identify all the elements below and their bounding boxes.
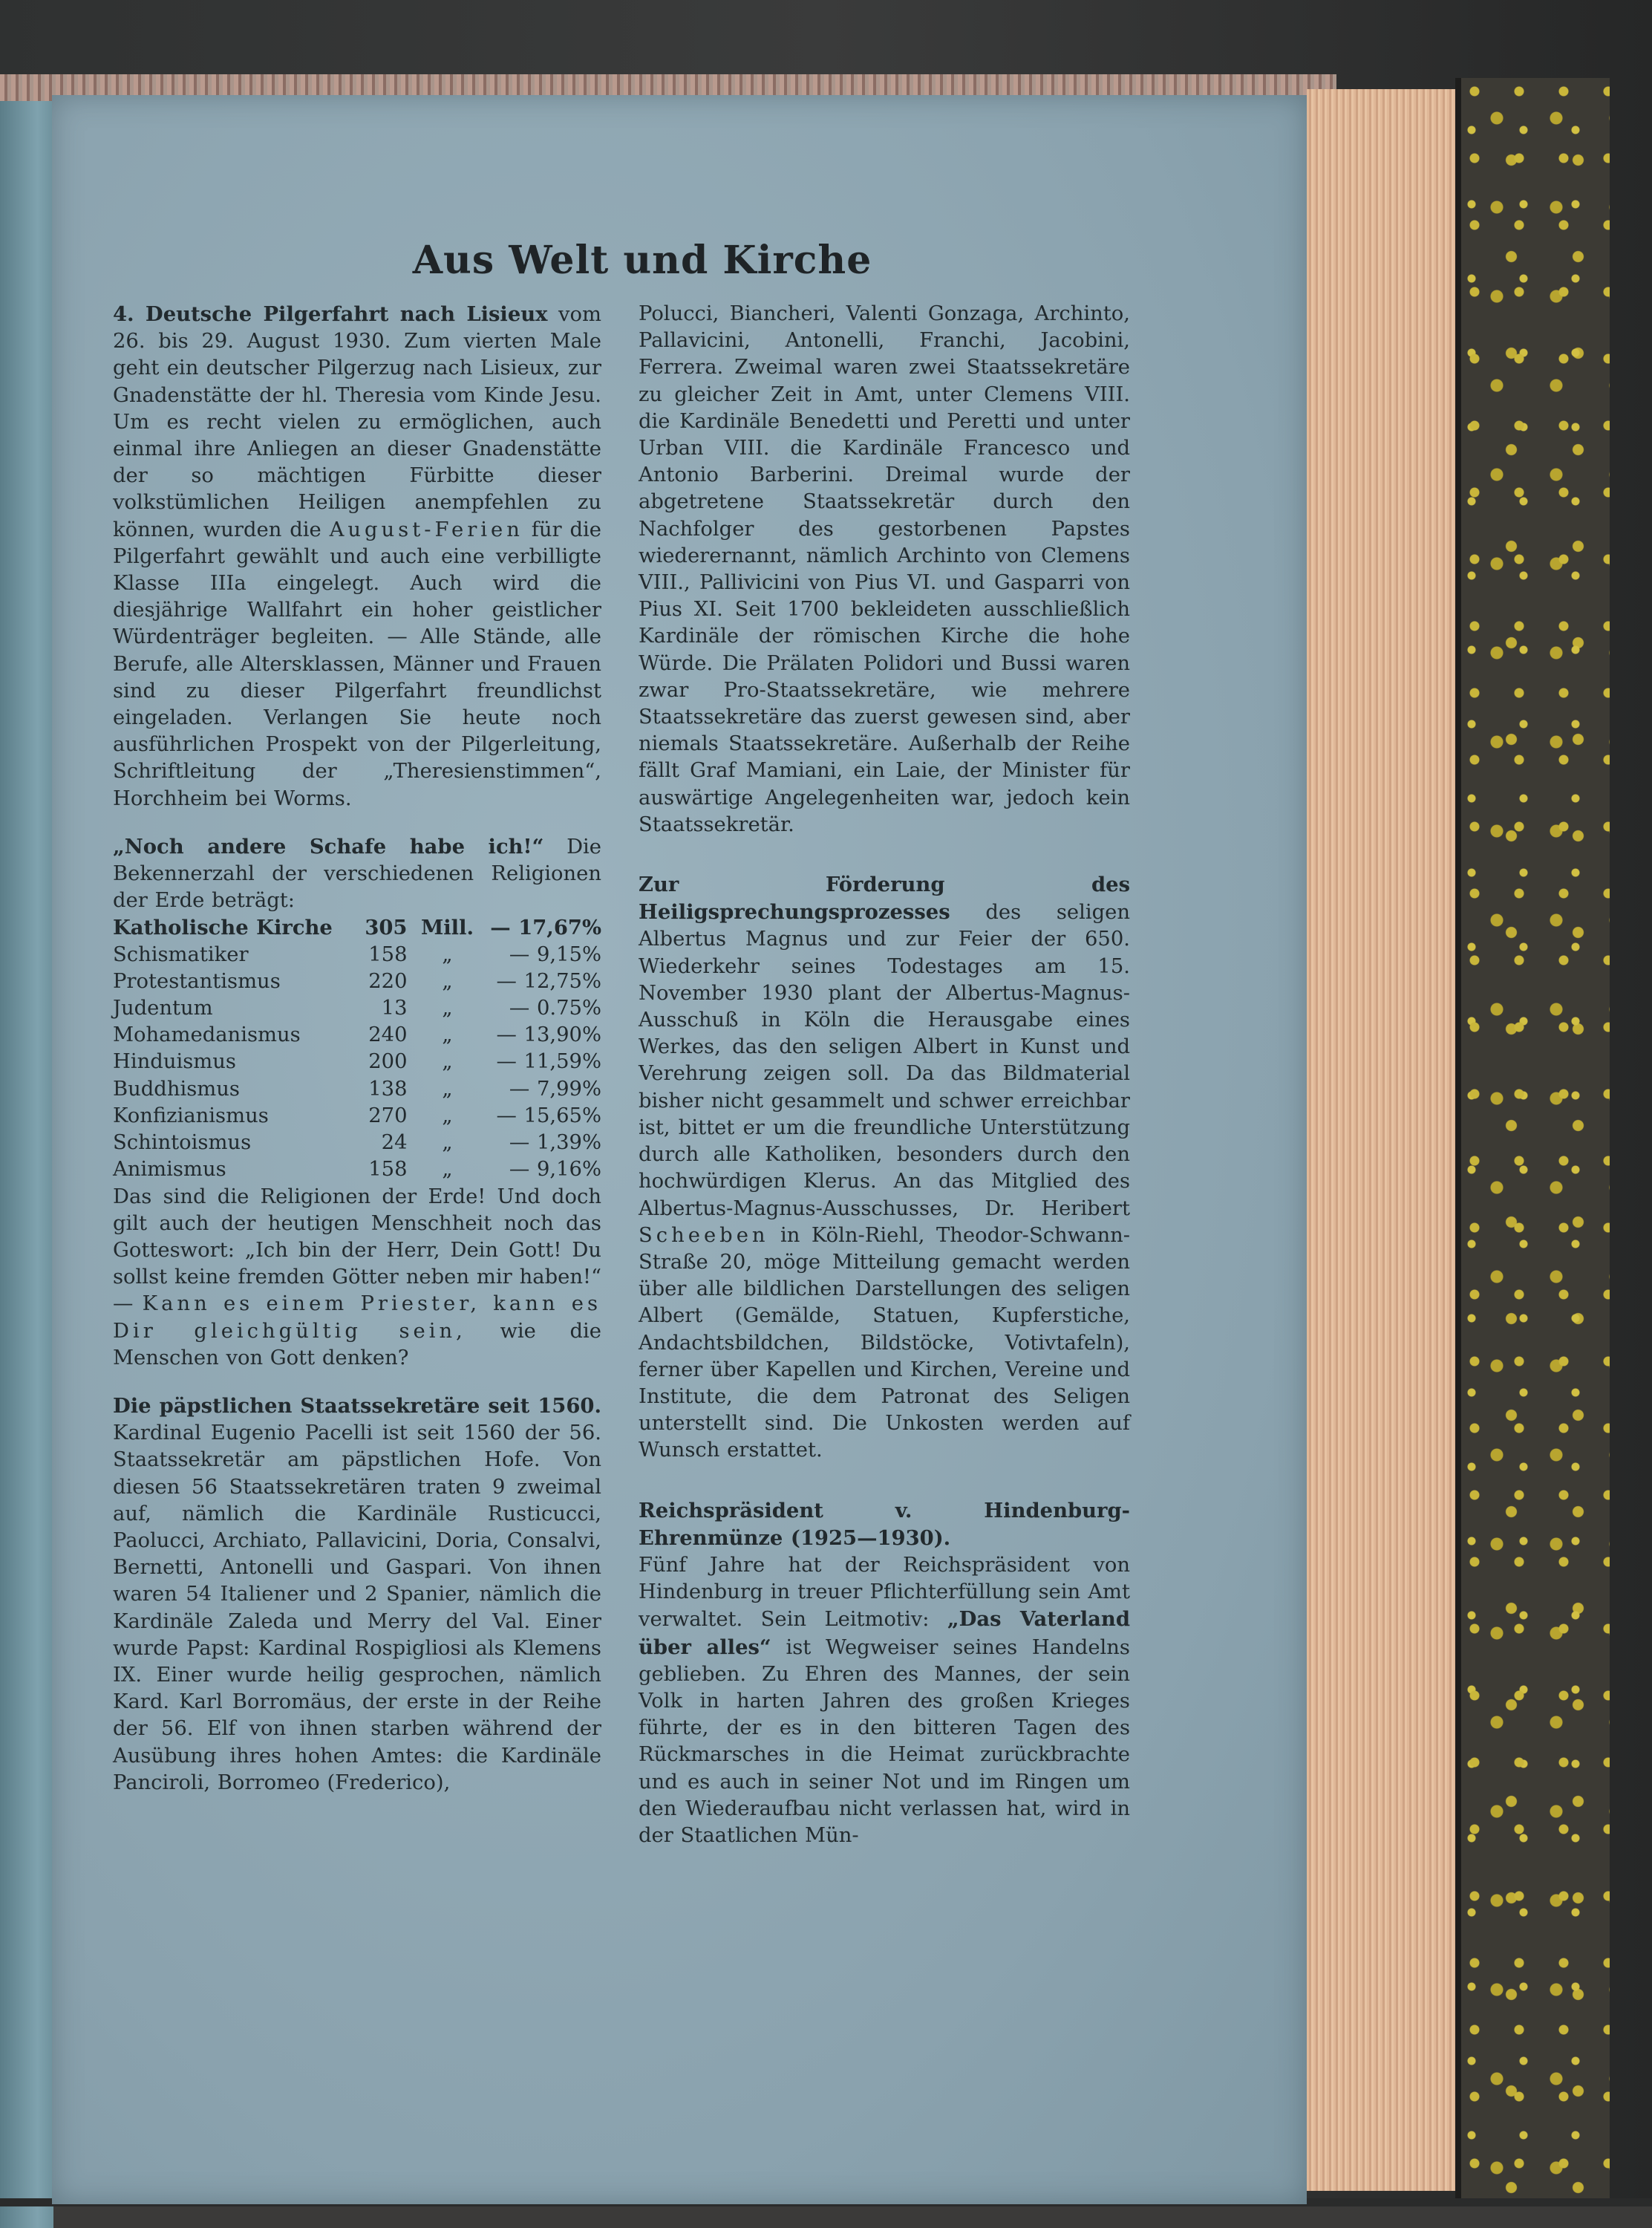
page-block-fore-edge xyxy=(1307,89,1461,2191)
previous-page-edge xyxy=(0,89,53,2228)
marbled-cover xyxy=(1461,78,1610,2202)
religion-percent: — 9,15% xyxy=(509,942,601,966)
religion-name: Animismus xyxy=(113,1158,226,1182)
spaced-text: Scheeben xyxy=(639,1223,769,1247)
table-row xyxy=(113,995,601,1022)
religion-name: Judentum xyxy=(113,997,213,1020)
religion-count: 305 xyxy=(365,916,408,940)
article-hindenburg-heading xyxy=(639,1497,1130,1552)
religion-unit: „ xyxy=(442,1050,453,1074)
table-row xyxy=(113,1130,601,1156)
article-text: in Köln-Riehl, Theodor-Schwann-Straße 20, möge Mitteilung gemacht werden über alle bildlichen Darstellungen des seligen Albert (Gemälde, Statuen, Kupferstiche, Andachtsbildchen, Bildstöcke, Votivtafeln), ferner über Kapellen und Kirchen, Vereine und Institute, die dem Patronat des Seligen unterstellt sind. Die Unkosten werden auf Wunsch erstattet. xyxy=(639,1223,1130,1462)
religion-count: 24 xyxy=(381,1131,408,1155)
left-column xyxy=(113,301,601,1797)
religion-percent: — 12,75% xyxy=(496,969,601,993)
table-row xyxy=(113,1103,601,1130)
article-religions-outro xyxy=(113,1184,601,1372)
religion-unit: „ xyxy=(442,1077,453,1101)
article-heading: Die päpstlichen Staatssekretäre seit 1560. xyxy=(113,1393,601,1418)
religion-name: Konfizianismus xyxy=(113,1104,269,1127)
religion-count: 158 xyxy=(368,942,408,966)
religion-count: 270 xyxy=(368,1104,408,1127)
religion-count: 240 xyxy=(368,1023,408,1047)
religion-unit: „ xyxy=(442,1104,453,1127)
article-text: Die Bekennerzahl der verschiedenen Religionen der Erde beträgt: xyxy=(113,835,602,913)
religion-count: 220 xyxy=(368,969,408,993)
religion-count: 13 xyxy=(381,997,408,1020)
article-heading: „Noch andere Schafe habe ich!“ xyxy=(113,834,544,859)
religion-percent: — 15,65% xyxy=(496,1104,601,1127)
article-heading: Zur Förderung des Heiligsprechungsprozesses xyxy=(639,873,1130,925)
religion-count: 158 xyxy=(368,1158,408,1182)
spaced-text: August-Ferien xyxy=(329,518,523,541)
religion-unit: „ xyxy=(442,1158,453,1182)
article-text: vom 26. bis 29. August 1930. Zum vierten Male geht ein deutscher Pilgerzug nach Lisieux, zur Gnadenstätte der hl. Theresia vom Kinde Jesu. Um es recht vielen zu ermöglichen, auch einmal ihre Anliegen an dieser Gnadenstätte der so mächtigen Fürbitte dieser volkstümlichen Heiligen anempfehlen zu können, wurden die xyxy=(113,303,601,541)
religion-unit: „ xyxy=(442,1131,453,1155)
article-text: Das sind die Religionen der Erde! Und doch gilt auch der heutigen Menschheit noch das Gotteswort: „Ich bin der Herr, Dein Gott! Du sollst keine fremden Götter neben mir haben!“ — xyxy=(113,1185,601,1316)
article-heading: Reichspräsident v. Hindenburg-Ehrenmünze (1925—1930). xyxy=(639,1498,1130,1550)
right-column xyxy=(639,301,1130,1849)
religion-percent: — 7,99% xyxy=(509,1077,601,1101)
article-secretaries xyxy=(113,1392,601,1797)
religion-count: 138 xyxy=(368,1077,408,1101)
table-row xyxy=(113,1156,601,1183)
table-row xyxy=(113,914,601,941)
religion-name: Buddhismus xyxy=(113,1077,240,1101)
religion-statistics-table xyxy=(113,914,601,1183)
religion-unit: „ xyxy=(442,942,453,966)
page-title: Aus Welt und Kirche xyxy=(412,238,872,283)
religion-unit: „ xyxy=(442,997,453,1020)
article-religions xyxy=(113,833,601,915)
article-hindenburg xyxy=(639,1552,1130,1849)
religion-percent: — 13,90% xyxy=(496,1023,601,1047)
religion-count: 200 xyxy=(368,1050,408,1074)
religion-percent: — 17,67% xyxy=(490,916,601,940)
religion-name: Katholische Kirche xyxy=(113,916,333,940)
table-row xyxy=(113,942,601,968)
religion-name: Hinduismus xyxy=(113,1050,236,1074)
article-heading: 4. Deutsche Pilgerfahrt nach Lisieux xyxy=(113,302,548,326)
article-pilgrimage xyxy=(113,301,601,812)
religion-percent: — 11,59% xyxy=(496,1050,601,1074)
religion-unit: „ xyxy=(442,1023,453,1047)
table-row xyxy=(113,1076,601,1103)
table-row xyxy=(113,968,601,995)
religion-unit: „ xyxy=(442,969,453,993)
article-text: wie die Menschen von Gott denken? xyxy=(113,1319,601,1369)
spaced-text: Kann es einem Priester, kann es Dir gleichgültig sein, xyxy=(113,1292,601,1343)
article-text: Fünf Jahre hat der Reichspräsident von Hindenburg in treuer Pflichterfüllung sein Amt verwaltet. Sein Leitmotiv: xyxy=(639,1553,1130,1632)
motto-text: „Das Vaterland über alles“ xyxy=(639,1607,1130,1659)
religion-percent: — 9,16% xyxy=(509,1158,601,1182)
article-secretaries-continued xyxy=(639,301,1130,838)
table-row xyxy=(113,1022,601,1049)
article-text: für die Pilgerfahrt gewählt und auch eine verbilligte Klasse IIIa eingelegt. Auch wird die diesjährige Wallfahrt ein hoher geistlicher Würdenträger begleiten. — Alle Stände, alle Berufe, alle Altersklassen, Männer und Frauen sind zu dieser Pilgerfahrt freundlichst eingeladen. Verlangen Sie heute noch ausführlichen Prospekt von der Pilgerleitung, Schriftleitung der „Theresienstimmen“, Horchheim bei Worms. xyxy=(113,518,601,810)
religion-name: Schintoismus xyxy=(113,1131,252,1155)
religion-unit: Mill. xyxy=(420,916,474,940)
article-text: des seligen Albertus Magnus und zur Feier der 650. Wiederkehr seines Todestages am 15. November 1930 plant der Albertus-Magnus-Ausschuß in Köln die Herausgabe eines Werkes, das den seligen Albert in Kunst und Verehrung zeigen soll. Da das Bildmaterial bisher nicht gesammelt und schwer erreichbar ist, bittet er um die freundliche Unterstützung durch alle Katholiken, besonders durch den hochwürdigen Klerus. An das Mitglied des Albertus-Magnus-Ausschusses, Dr. Heribert xyxy=(639,901,1130,1220)
article-text: Kardinal Eugenio Pacelli ist seit 1560 der 56. Staatssekretär am päpstlichen Hofe. Von diesen 56 Staatssekretären traten 9 zweimal auf, nämlich die Kardinäle Rusticucci, Paolucci, Archiato, Pallavicini, Doria, Consalvi, Bernetti, Antonelli und Gaspari. Von ihnen waren 54 Italiener und 2 Spanier, nämlich die Kardinäle Zaleda und Merry del Val. Einer wurde Papst: Kardinal Rospigliosi als Klemens IX. Einer wurde heilig gesprochen, nämlich Kard. Karl Borromäus, der erste in der Reihe der 56. Elf von ihnen starben während der Ausübung ihres hohen Amtes: die Kardinäle Panciroli, Borromeo (Frederico), xyxy=(113,1421,601,1794)
religion-percent: — 1,39% xyxy=(509,1131,601,1155)
religion-name: Schismatiker xyxy=(113,942,249,966)
religion-name: Mohamedanismus xyxy=(113,1023,301,1047)
table-row xyxy=(113,1049,601,1075)
article-albertus xyxy=(639,871,1130,1464)
religion-name: Protestantismus xyxy=(113,969,281,993)
article-text: ist Wegweiser seines Handelns geblieben. Zu Ehren des Mannes, der sein Volk in harten Jahren des großen Krieges führte, der es in den bitteren Tagen des Rückmarsches in die Heimat zurückbrachte und es auch in seiner Not und im Ringen um den Wiederaufbau nicht verlassen hat, wird in der Staatlichen Mün- xyxy=(639,1635,1130,1847)
article-text: Polucci, Biancheri, Valenti Gonzaga, Archinto, Pallavicini, Antonelli, Franchi, Jacobini, Ferrera. Zweimal waren zwei Staatssekretäre zu gleicher Zeit in Amt, unter Clemens VIII. die Kardinäle Benedetti und Peretti und unter Urban VIII. die Kardinäle Francesco und Antonio Barberini. Dreimal wurde der abgetretene Staatssekretär durch den Nachfolger des gestorbenen Papstes wiederernannt, nämlich Archinto von Clemens VIII., Pallivicini von Pius VI. und Gasparri von Pius XI. Seit 1700 bekleideten ausschließlich Kardinäle der römischen Kirche die hohe Würde. Die Prälaten Polidori und Bussi waren zwar Pro-Staatssekretäre, wie mehrere Staatssekretäre das zuerst gewesen sind, aber niemals Staatssekretäre. Außerhalb der Reihe fällt Graf Mamiani, ein Laie, der Minister für auswärtige Angelegenheiten war, jedoch kein Staatssekretär. xyxy=(639,302,1130,836)
religion-percent: — 0.75% xyxy=(509,997,601,1020)
